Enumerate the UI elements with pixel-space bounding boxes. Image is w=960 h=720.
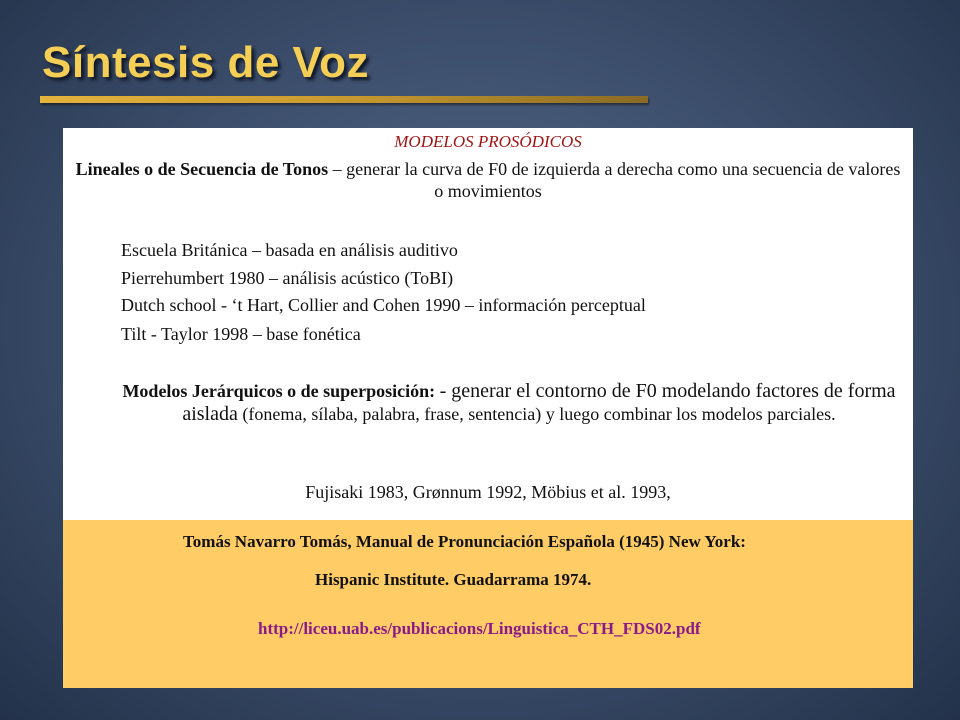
slide-title: Síntesis de Voz [42, 38, 369, 87]
list-item-dutch: Dutch school - ‘t Hart, Collier and Cohen 1990 – información perceptual [121, 295, 646, 315]
section-heading: MODELOS PROSÓDICOS [394, 132, 582, 151]
fujisaki-citations: Fujisaki 1983, Grønnum 1992, Möbius et al. 1993, [305, 482, 671, 502]
hierarchical-models-detail: (fonema, sílaba, palabra, frase, sentencia) y luego combinar los modelos parciales. [237, 404, 836, 424]
list-item-pierrehumbert: Pierrehumbert 1980 – análisis acústico (ToBI) [121, 268, 454, 288]
list-item-british: Escuela Británica – basada en análisis auditivo [121, 240, 458, 260]
list-item-tilt: Tilt - Taylor 1998 – base fonética [121, 324, 361, 344]
title-underline [40, 96, 648, 103]
linear-models-description: – generar la curva de F0 de izquierda a derecha como una secuencia de valores o movimientos [328, 159, 901, 201]
reference-line-1: Tomás Navarro Tomás, Manual de Pronunciación Española (1945) New York: [183, 532, 746, 551]
linear-models-term: Lineales o de Secuencia de Tonos [75, 159, 329, 179]
hierarchical-models-term: Modelos Jerárquicos o de superposición: [122, 381, 440, 401]
hierarchical-models-paragraph [115, 380, 903, 426]
reference-link[interactable]: http://liceu.uab.es/publicacions/Linguistica_CTH_FDS02.pdf [258, 619, 701, 638]
reference-panel [63, 520, 913, 688]
reference-line-2: Hispanic Institute. Guadarrama 1974. [315, 570, 592, 589]
hierarchical-models-main: - generar el contorno de F0 modelando factores de forma aislada [182, 380, 896, 425]
content-panel [63, 128, 913, 520]
linear-models-paragraph [71, 158, 905, 202]
